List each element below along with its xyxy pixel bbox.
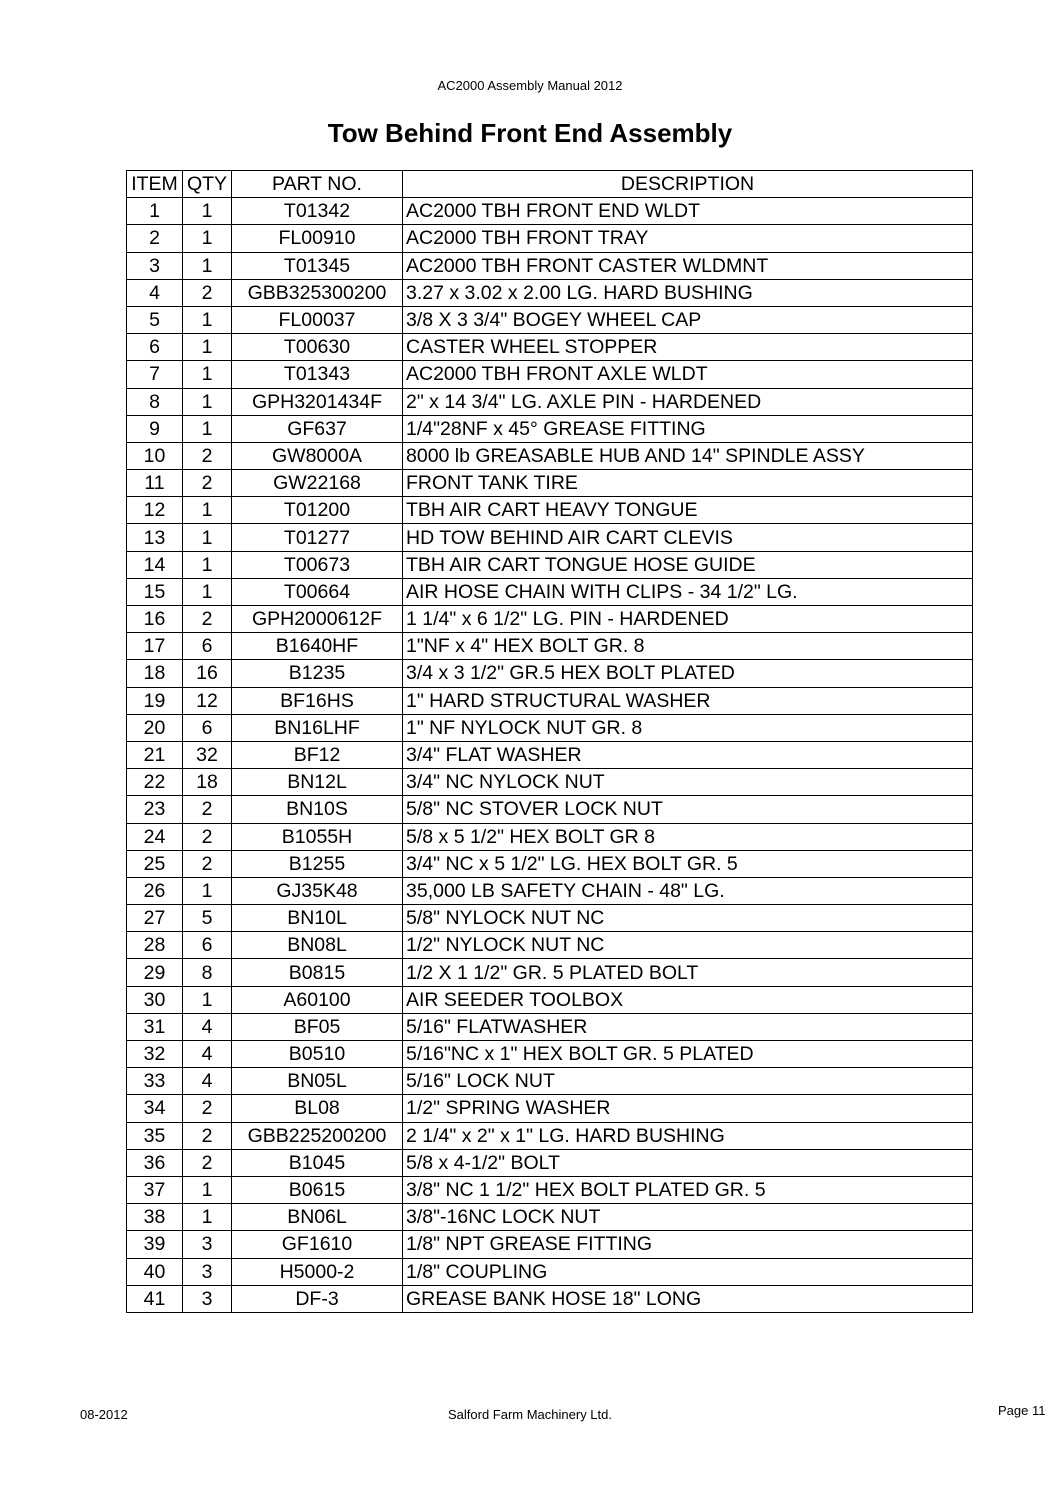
part-no-cell: FL00910 — [232, 225, 403, 252]
part-no-cell: T00673 — [232, 551, 403, 578]
qty-cell: 6 — [183, 932, 232, 959]
table-row — [127, 198, 973, 225]
table-row — [127, 959, 973, 986]
item-cell: 32 — [127, 1041, 183, 1068]
item-cell: 38 — [127, 1204, 183, 1231]
table-row — [127, 850, 973, 877]
column-header-item: ITEM — [127, 171, 183, 198]
qty-cell: 2 — [183, 279, 232, 306]
item-cell: 40 — [127, 1258, 183, 1285]
part-no-cell: GW8000A — [232, 442, 403, 469]
item-cell: 35 — [127, 1122, 183, 1149]
qty-cell: 18 — [183, 769, 232, 796]
item-cell: 33 — [127, 1068, 183, 1095]
item-cell: 28 — [127, 932, 183, 959]
item-cell: 14 — [127, 551, 183, 578]
page-title: Tow Behind Front End Assembly — [327, 118, 733, 148]
table-row — [127, 1204, 973, 1231]
part-no-cell: BF05 — [232, 1013, 403, 1040]
description-cell: 1/2 X 1 1/2" GR. 5 PLATED BOLT — [403, 959, 973, 986]
parts-table-body — [127, 198, 973, 1313]
part-no-cell: T01343 — [232, 361, 403, 388]
description-cell: 5/8 x 5 1/2" HEX BOLT GR 8 — [403, 823, 973, 850]
table-row — [127, 388, 973, 415]
table-row — [127, 986, 973, 1013]
qty-cell: 32 — [183, 741, 232, 768]
qty-cell: 1 — [183, 877, 232, 904]
table-row — [127, 1095, 973, 1122]
table-row — [127, 606, 973, 633]
footer-date: 08-2012 — [80, 1407, 128, 1422]
description-cell: CASTER WHEEL STOPPER — [403, 334, 973, 361]
part-no-cell: B1045 — [232, 1149, 403, 1176]
table-row — [127, 1176, 973, 1203]
table-row — [127, 932, 973, 959]
description-cell: 3/8" NC 1 1/2" HEX BOLT PLATED GR. 5 — [403, 1176, 973, 1203]
item-cell: 29 — [127, 959, 183, 986]
qty-cell: 1 — [183, 578, 232, 605]
description-cell: 2 1/4" x 2" x 1" LG. HARD BUSHING — [403, 1122, 973, 1149]
description-cell: FRONT TANK TIRE — [403, 470, 973, 497]
qty-cell: 1 — [183, 415, 232, 442]
item-cell: 13 — [127, 524, 183, 551]
item-cell: 16 — [127, 606, 183, 633]
qty-cell: 1 — [183, 986, 232, 1013]
table-header-row — [127, 171, 973, 198]
qty-cell: 1 — [183, 361, 232, 388]
part-no-cell: T00664 — [232, 578, 403, 605]
part-no-cell: B1640HF — [232, 633, 403, 660]
description-cell: 2" x 14 3/4" LG. AXLE PIN - HARDENED — [403, 388, 973, 415]
item-cell: 4 — [127, 279, 183, 306]
table-row — [127, 877, 973, 904]
part-no-cell: T01200 — [232, 497, 403, 524]
table-row — [127, 1041, 973, 1068]
footer-company: Salford Farm Machinery Ltd. — [447, 1407, 612, 1422]
description-cell: 3/8 X 3 3/4" BOGEY WHEEL CAP — [403, 306, 973, 333]
part-no-cell: GBB325300200 — [232, 279, 403, 306]
manual-header: AC2000 Assembly Manual 2012 — [437, 78, 623, 93]
description-cell: 1 1/4" x 6 1/2" LG. PIN - HARDENED — [403, 606, 973, 633]
item-cell: 3 — [127, 252, 183, 279]
description-cell: 3/4" FLAT WASHER — [403, 741, 973, 768]
item-cell: 17 — [127, 633, 183, 660]
table-row — [127, 334, 973, 361]
qty-cell: 4 — [183, 1013, 232, 1040]
item-cell: 36 — [127, 1149, 183, 1176]
item-cell: 21 — [127, 741, 183, 768]
item-cell: 11 — [127, 470, 183, 497]
description-cell: 3/8"-16NC LOCK NUT — [403, 1204, 973, 1231]
table-row — [127, 1068, 973, 1095]
description-cell: 1/4"28NF x 45° GREASE FITTING — [403, 415, 973, 442]
table-row — [127, 415, 973, 442]
table-row — [127, 1231, 973, 1258]
table-row — [127, 1258, 973, 1285]
table-row — [127, 1013, 973, 1040]
qty-cell: 2 — [183, 470, 232, 497]
table-row — [127, 769, 973, 796]
table-row — [127, 796, 973, 823]
item-cell: 1 — [127, 198, 183, 225]
item-cell: 26 — [127, 877, 183, 904]
part-no-cell: BL08 — [232, 1095, 403, 1122]
item-cell: 30 — [127, 986, 183, 1013]
table-row — [127, 361, 973, 388]
qty-cell: 2 — [183, 1149, 232, 1176]
part-no-cell: BF12 — [232, 741, 403, 768]
qty-cell: 5 — [183, 905, 232, 932]
item-cell: 7 — [127, 361, 183, 388]
item-cell: 39 — [127, 1231, 183, 1258]
qty-cell: 4 — [183, 1068, 232, 1095]
description-cell: 35,000 LB SAFETY CHAIN - 48" LG. — [403, 877, 973, 904]
qty-cell: 16 — [183, 660, 232, 687]
item-cell: 15 — [127, 578, 183, 605]
qty-cell: 2 — [183, 796, 232, 823]
table-row — [127, 741, 973, 768]
description-cell: 5/16" LOCK NUT — [403, 1068, 973, 1095]
description-cell: 1/8" COUPLING — [403, 1258, 973, 1285]
part-no-cell: T01277 — [232, 524, 403, 551]
item-cell: 8 — [127, 388, 183, 415]
part-no-cell: BN10L — [232, 905, 403, 932]
part-no-cell: GPH3201434F — [232, 388, 403, 415]
part-no-cell: GBB225200200 — [232, 1122, 403, 1149]
qty-cell: 1 — [183, 306, 232, 333]
qty-cell: 1 — [183, 198, 232, 225]
qty-cell: 1 — [183, 252, 232, 279]
description-cell: TBH AIR CART TONGUE HOSE GUIDE — [403, 551, 973, 578]
item-cell: 22 — [127, 769, 183, 796]
item-cell: 6 — [127, 334, 183, 361]
table-row — [127, 823, 973, 850]
item-cell: 25 — [127, 850, 183, 877]
description-cell: 5/8" NC STOVER LOCK NUT — [403, 796, 973, 823]
part-no-cell: BN10S — [232, 796, 403, 823]
description-cell: 1/8" NPT GREASE FITTING — [403, 1231, 973, 1258]
description-cell: 3.27 x 3.02 x 2.00 LG. HARD BUSHING — [403, 279, 973, 306]
description-cell: AC2000 TBH FRONT AXLE WLDT — [403, 361, 973, 388]
part-no-cell: GF637 — [232, 415, 403, 442]
item-cell: 37 — [127, 1176, 183, 1203]
table-row — [127, 1285, 973, 1312]
part-no-cell: FL00037 — [232, 306, 403, 333]
qty-cell: 1 — [183, 225, 232, 252]
part-no-cell: B0815 — [232, 959, 403, 986]
part-no-cell: T00630 — [232, 334, 403, 361]
qty-cell: 2 — [183, 442, 232, 469]
table-row — [127, 225, 973, 252]
item-cell: 27 — [127, 905, 183, 932]
table-row — [127, 687, 973, 714]
description-cell: TBH AIR CART HEAVY TONGUE — [403, 497, 973, 524]
part-no-cell: DF-3 — [232, 1285, 403, 1312]
description-cell: 1" HARD STRUCTURAL WASHER — [403, 687, 973, 714]
table-row — [127, 633, 973, 660]
qty-cell: 2 — [183, 1122, 232, 1149]
description-cell: HD TOW BEHIND AIR CART CLEVIS — [403, 524, 973, 551]
qty-cell: 1 — [183, 1176, 232, 1203]
part-no-cell: B0615 — [232, 1176, 403, 1203]
item-cell: 2 — [127, 225, 183, 252]
part-no-cell: A60100 — [232, 986, 403, 1013]
item-cell: 10 — [127, 442, 183, 469]
description-cell: 1/2" SPRING WASHER — [403, 1095, 973, 1122]
qty-cell: 1 — [183, 524, 232, 551]
table-row — [127, 551, 973, 578]
description-cell: AC2000 TBH FRONT TRAY — [403, 225, 973, 252]
table-row — [127, 714, 973, 741]
qty-cell: 12 — [183, 687, 232, 714]
qty-cell: 6 — [183, 633, 232, 660]
description-cell: 3/4" NC NYLOCK NUT — [403, 769, 973, 796]
qty-cell: 1 — [183, 497, 232, 524]
part-no-cell: GJ35K48 — [232, 877, 403, 904]
item-cell: 23 — [127, 796, 183, 823]
item-cell: 5 — [127, 306, 183, 333]
qty-cell: 6 — [183, 714, 232, 741]
part-no-cell: B1055H — [232, 823, 403, 850]
table-row — [127, 1149, 973, 1176]
part-no-cell: T01345 — [232, 252, 403, 279]
table-row — [127, 442, 973, 469]
part-no-cell: GF1610 — [232, 1231, 403, 1258]
qty-cell: 1 — [183, 1204, 232, 1231]
description-cell: AIR SEEDER TOOLBOX — [403, 986, 973, 1013]
part-no-cell: BN05L — [232, 1068, 403, 1095]
part-no-cell: BN12L — [232, 769, 403, 796]
part-no-cell: B1235 — [232, 660, 403, 687]
item-cell: 19 — [127, 687, 183, 714]
qty-cell: 3 — [183, 1285, 232, 1312]
description-cell: GREASE BANK HOSE 18" LONG — [403, 1285, 973, 1312]
description-cell: 3/4 x 3 1/2" GR.5 HEX BOLT PLATED — [403, 660, 973, 687]
column-header-description: DESCRIPTION — [403, 171, 973, 198]
qty-cell: 8 — [183, 959, 232, 986]
column-header-qty: QTY — [183, 171, 232, 198]
description-cell: AIR HOSE CHAIN WITH CLIPS - 34 1/2" LG. — [403, 578, 973, 605]
description-cell: 1"NF x 4" HEX BOLT GR. 8 — [403, 633, 973, 660]
part-no-cell: B1255 — [232, 850, 403, 877]
item-cell: 31 — [127, 1013, 183, 1040]
description-cell: 8000 lb GREASABLE HUB AND 14" SPINDLE ASSY — [403, 442, 973, 469]
table-row — [127, 578, 973, 605]
qty-cell: 1 — [183, 551, 232, 578]
table-row — [127, 1122, 973, 1149]
table-row — [127, 279, 973, 306]
qty-cell: 2 — [183, 850, 232, 877]
table-row — [127, 660, 973, 687]
description-cell: AC2000 TBH FRONT END WLDT — [403, 198, 973, 225]
item-cell: 34 — [127, 1095, 183, 1122]
description-cell: 5/16" FLATWASHER — [403, 1013, 973, 1040]
part-no-cell: T01342 — [232, 198, 403, 225]
description-cell: AC2000 TBH FRONT CASTER WLDMNT — [403, 252, 973, 279]
description-cell: 1" NF NYLOCK NUT GR. 8 — [403, 714, 973, 741]
table-row — [127, 252, 973, 279]
item-cell: 18 — [127, 660, 183, 687]
table-row — [127, 497, 973, 524]
qty-cell: 4 — [183, 1041, 232, 1068]
part-no-cell: BN06L — [232, 1204, 403, 1231]
item-cell: 24 — [127, 823, 183, 850]
item-cell: 12 — [127, 497, 183, 524]
part-no-cell: B0510 — [232, 1041, 403, 1068]
table-row — [127, 306, 973, 333]
description-cell: 1/2" NYLOCK NUT NC — [403, 932, 973, 959]
part-no-cell: BF16HS — [232, 687, 403, 714]
part-no-cell: BN16LHF — [232, 714, 403, 741]
page-number: Page 11 — [998, 1403, 1046, 1418]
qty-cell: 3 — [183, 1231, 232, 1258]
table-row — [127, 524, 973, 551]
qty-cell: 1 — [183, 388, 232, 415]
item-cell: 20 — [127, 714, 183, 741]
qty-cell: 1 — [183, 334, 232, 361]
description-cell: 5/16"NC x 1" HEX BOLT GR. 5 PLATED — [403, 1041, 973, 1068]
part-no-cell: BN08L — [232, 932, 403, 959]
qty-cell: 3 — [183, 1258, 232, 1285]
table-row — [127, 470, 973, 497]
description-cell: 5/8 x 4-1/2" BOLT — [403, 1149, 973, 1176]
qty-cell: 2 — [183, 1095, 232, 1122]
parts-table — [126, 170, 973, 1313]
item-cell: 41 — [127, 1285, 183, 1312]
part-no-cell: H5000-2 — [232, 1258, 403, 1285]
qty-cell: 2 — [183, 823, 232, 850]
item-cell: 9 — [127, 415, 183, 442]
qty-cell: 2 — [183, 606, 232, 633]
table-row — [127, 905, 973, 932]
description-cell: 5/8" NYLOCK NUT NC — [403, 905, 973, 932]
column-header-part-no: PART NO. — [232, 171, 403, 198]
description-cell: 3/4" NC x 5 1/2" LG. HEX BOLT GR. 5 — [403, 850, 973, 877]
part-no-cell: GPH2000612F — [232, 606, 403, 633]
part-no-cell: GW22168 — [232, 470, 403, 497]
